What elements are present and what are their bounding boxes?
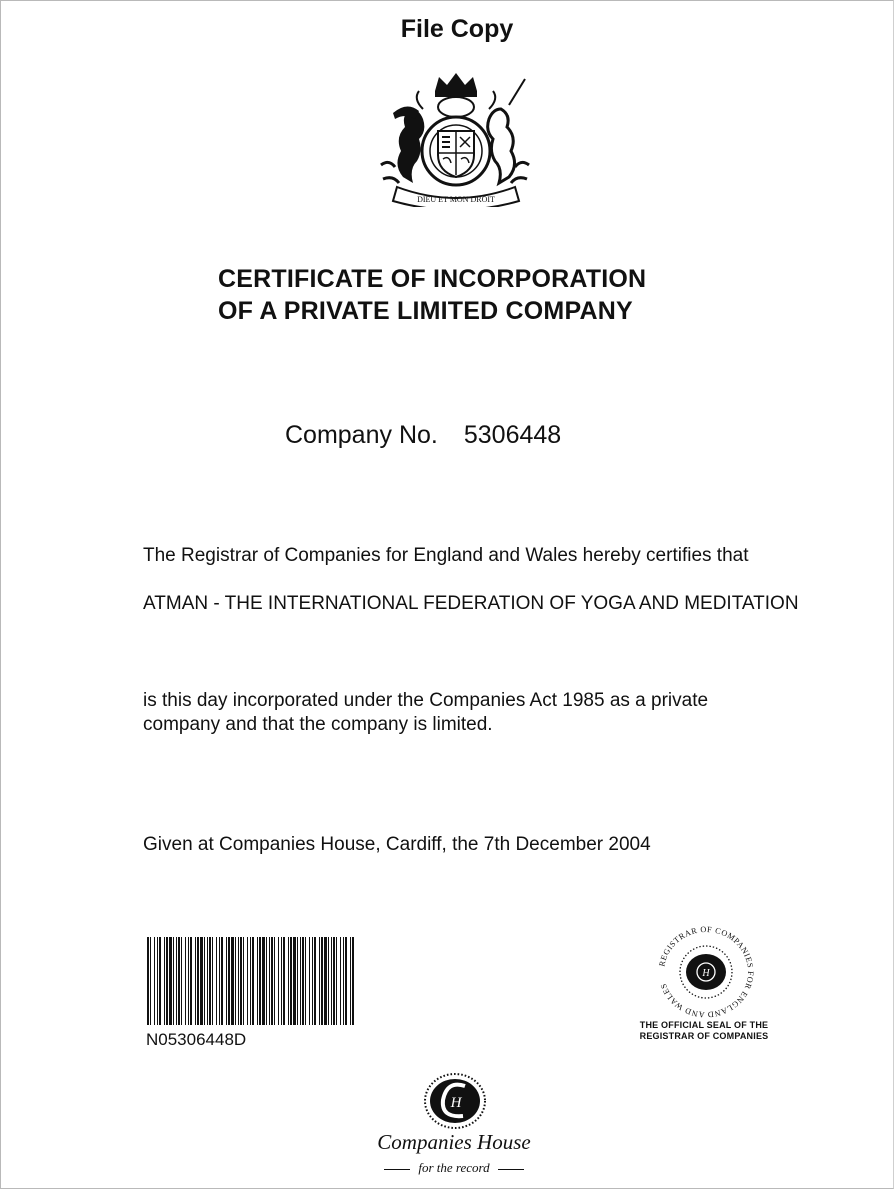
barcode-bar bbox=[321, 937, 323, 1025]
barcode-bar bbox=[288, 937, 289, 1025]
barcode-bar bbox=[319, 937, 320, 1025]
barcode-bar bbox=[226, 937, 227, 1025]
barcode-bar bbox=[197, 937, 199, 1025]
barcode-bar bbox=[340, 937, 341, 1025]
barcode-bar bbox=[302, 937, 304, 1025]
barcode-bar bbox=[235, 937, 236, 1025]
barcode-bar bbox=[166, 937, 168, 1025]
barcode-bar bbox=[278, 937, 279, 1025]
barcode-bar bbox=[352, 937, 354, 1025]
barcode-bar bbox=[250, 937, 251, 1025]
barcode-bar bbox=[238, 937, 239, 1025]
barcode-bar bbox=[345, 937, 347, 1025]
barcode-bar bbox=[147, 937, 149, 1025]
barcode-bar bbox=[157, 937, 158, 1025]
barcode-bar bbox=[257, 937, 258, 1025]
barcode-bar bbox=[300, 937, 301, 1025]
barcode-bar bbox=[243, 937, 244, 1025]
barcode-bar bbox=[324, 937, 327, 1025]
barcode-bar bbox=[154, 937, 155, 1025]
companies-house-name: Companies House bbox=[377, 1130, 531, 1154]
given-at-statement: Given at Companies House, Cardiff, the 7th December 2004 bbox=[143, 834, 651, 855]
barcode-bar bbox=[271, 937, 273, 1025]
barcode-bar bbox=[314, 937, 316, 1025]
barcode-bar bbox=[207, 937, 208, 1025]
barcode-bar bbox=[343, 937, 344, 1025]
barcode-bar bbox=[231, 937, 234, 1025]
svg-text:DIEU ET MON DROIT: DIEU ET MON DROIT bbox=[417, 195, 495, 204]
barcode-bar bbox=[188, 937, 189, 1025]
barcode-bar bbox=[204, 937, 205, 1025]
barcode-bar bbox=[309, 937, 310, 1025]
barcode-bar bbox=[247, 937, 248, 1025]
barcode-bar bbox=[293, 937, 296, 1025]
barcode-bar bbox=[159, 937, 161, 1025]
barcode-bar bbox=[178, 937, 180, 1025]
seal-caption-line-1: THE OFFICIAL SEAL OF THE bbox=[639, 1020, 769, 1030]
barcode-bar bbox=[259, 937, 261, 1025]
barcode-bar bbox=[312, 937, 313, 1025]
barcode-bar bbox=[290, 937, 292, 1025]
barcode-bar bbox=[216, 937, 217, 1025]
barcode-bar bbox=[305, 937, 306, 1025]
barcode-bar bbox=[219, 937, 220, 1025]
barcode-bar bbox=[274, 937, 275, 1025]
barcode-bar bbox=[200, 937, 203, 1025]
barcode-bar bbox=[169, 937, 172, 1025]
barcode-bar bbox=[333, 937, 335, 1025]
barcode-bar bbox=[331, 937, 332, 1025]
company-number-value: 5306448 bbox=[463, 421, 562, 449]
svg-text:REGISTRAR OF COMPANIES FOR ENG: REGISTRAR OF COMPANIES FOR ENGLAND AND WALES bbox=[657, 926, 756, 1018]
certificate-title-line-1: CERTIFICATE OF INCORPORATION bbox=[218, 265, 647, 293]
barcode-bar bbox=[350, 937, 351, 1025]
companies-house-logo-icon bbox=[423, 1072, 487, 1130]
company-name: ATMAN - THE INTERNATIONAL FEDERATION OF YOGA AND MEDITATION bbox=[143, 593, 799, 614]
company-number-row bbox=[285, 421, 561, 450]
tagline-rule-right bbox=[498, 1169, 524, 1170]
barcode-bar bbox=[221, 937, 223, 1025]
barcode-bar bbox=[228, 937, 230, 1025]
barcode-bar bbox=[173, 937, 174, 1025]
barcode-bar bbox=[164, 937, 165, 1025]
barcode-bar bbox=[328, 937, 329, 1025]
barcode-bar bbox=[176, 937, 177, 1025]
certificate-title-line-2: OF A PRIVATE LIMITED COMPANY bbox=[218, 297, 633, 325]
barcode-icon bbox=[147, 937, 355, 1025]
barcode-bar bbox=[185, 937, 186, 1025]
royal-coat-of-arms-icon bbox=[373, 69, 539, 207]
barcode-bar bbox=[297, 937, 298, 1025]
seal-caption-line-2: REGISTRAR OF COMPANIES bbox=[639, 1031, 769, 1041]
barcode-bar bbox=[266, 937, 267, 1025]
svg-text:H: H bbox=[702, 968, 710, 979]
registrar-statement: The Registrar of Companies for England and Wales hereby certifies that bbox=[143, 545, 749, 566]
svg-text:H: H bbox=[450, 1095, 462, 1111]
barcode-bar bbox=[269, 937, 270, 1025]
barcode-bar bbox=[281, 937, 282, 1025]
barcode-bar bbox=[240, 937, 242, 1025]
incorporation-statement-line-1: is this day incorporated under the Companies Act 1985 as a private bbox=[143, 690, 709, 711]
tagline-rule-left bbox=[384, 1169, 410, 1170]
barcode-number: N05306448D bbox=[146, 1030, 247, 1049]
barcode-bar bbox=[262, 937, 265, 1025]
company-number-label: Company No. bbox=[285, 421, 438, 449]
barcode-bar bbox=[195, 937, 196, 1025]
companies-house-tagline bbox=[331, 1160, 577, 1176]
official-seal-icon bbox=[651, 926, 761, 1018]
barcode-bar bbox=[181, 937, 182, 1025]
barcode-bar bbox=[252, 937, 254, 1025]
barcode-bar bbox=[283, 937, 285, 1025]
file-copy-heading: File Copy bbox=[400, 15, 514, 43]
barcode-bar bbox=[190, 937, 192, 1025]
barcode-bar bbox=[336, 937, 337, 1025]
barcode-bar bbox=[150, 937, 151, 1025]
tagline-text: for the record bbox=[418, 1160, 490, 1175]
incorporation-statement-line-2: company and that the company is limited. bbox=[143, 714, 493, 735]
barcode-bar bbox=[212, 937, 213, 1025]
barcode-bar bbox=[209, 937, 211, 1025]
